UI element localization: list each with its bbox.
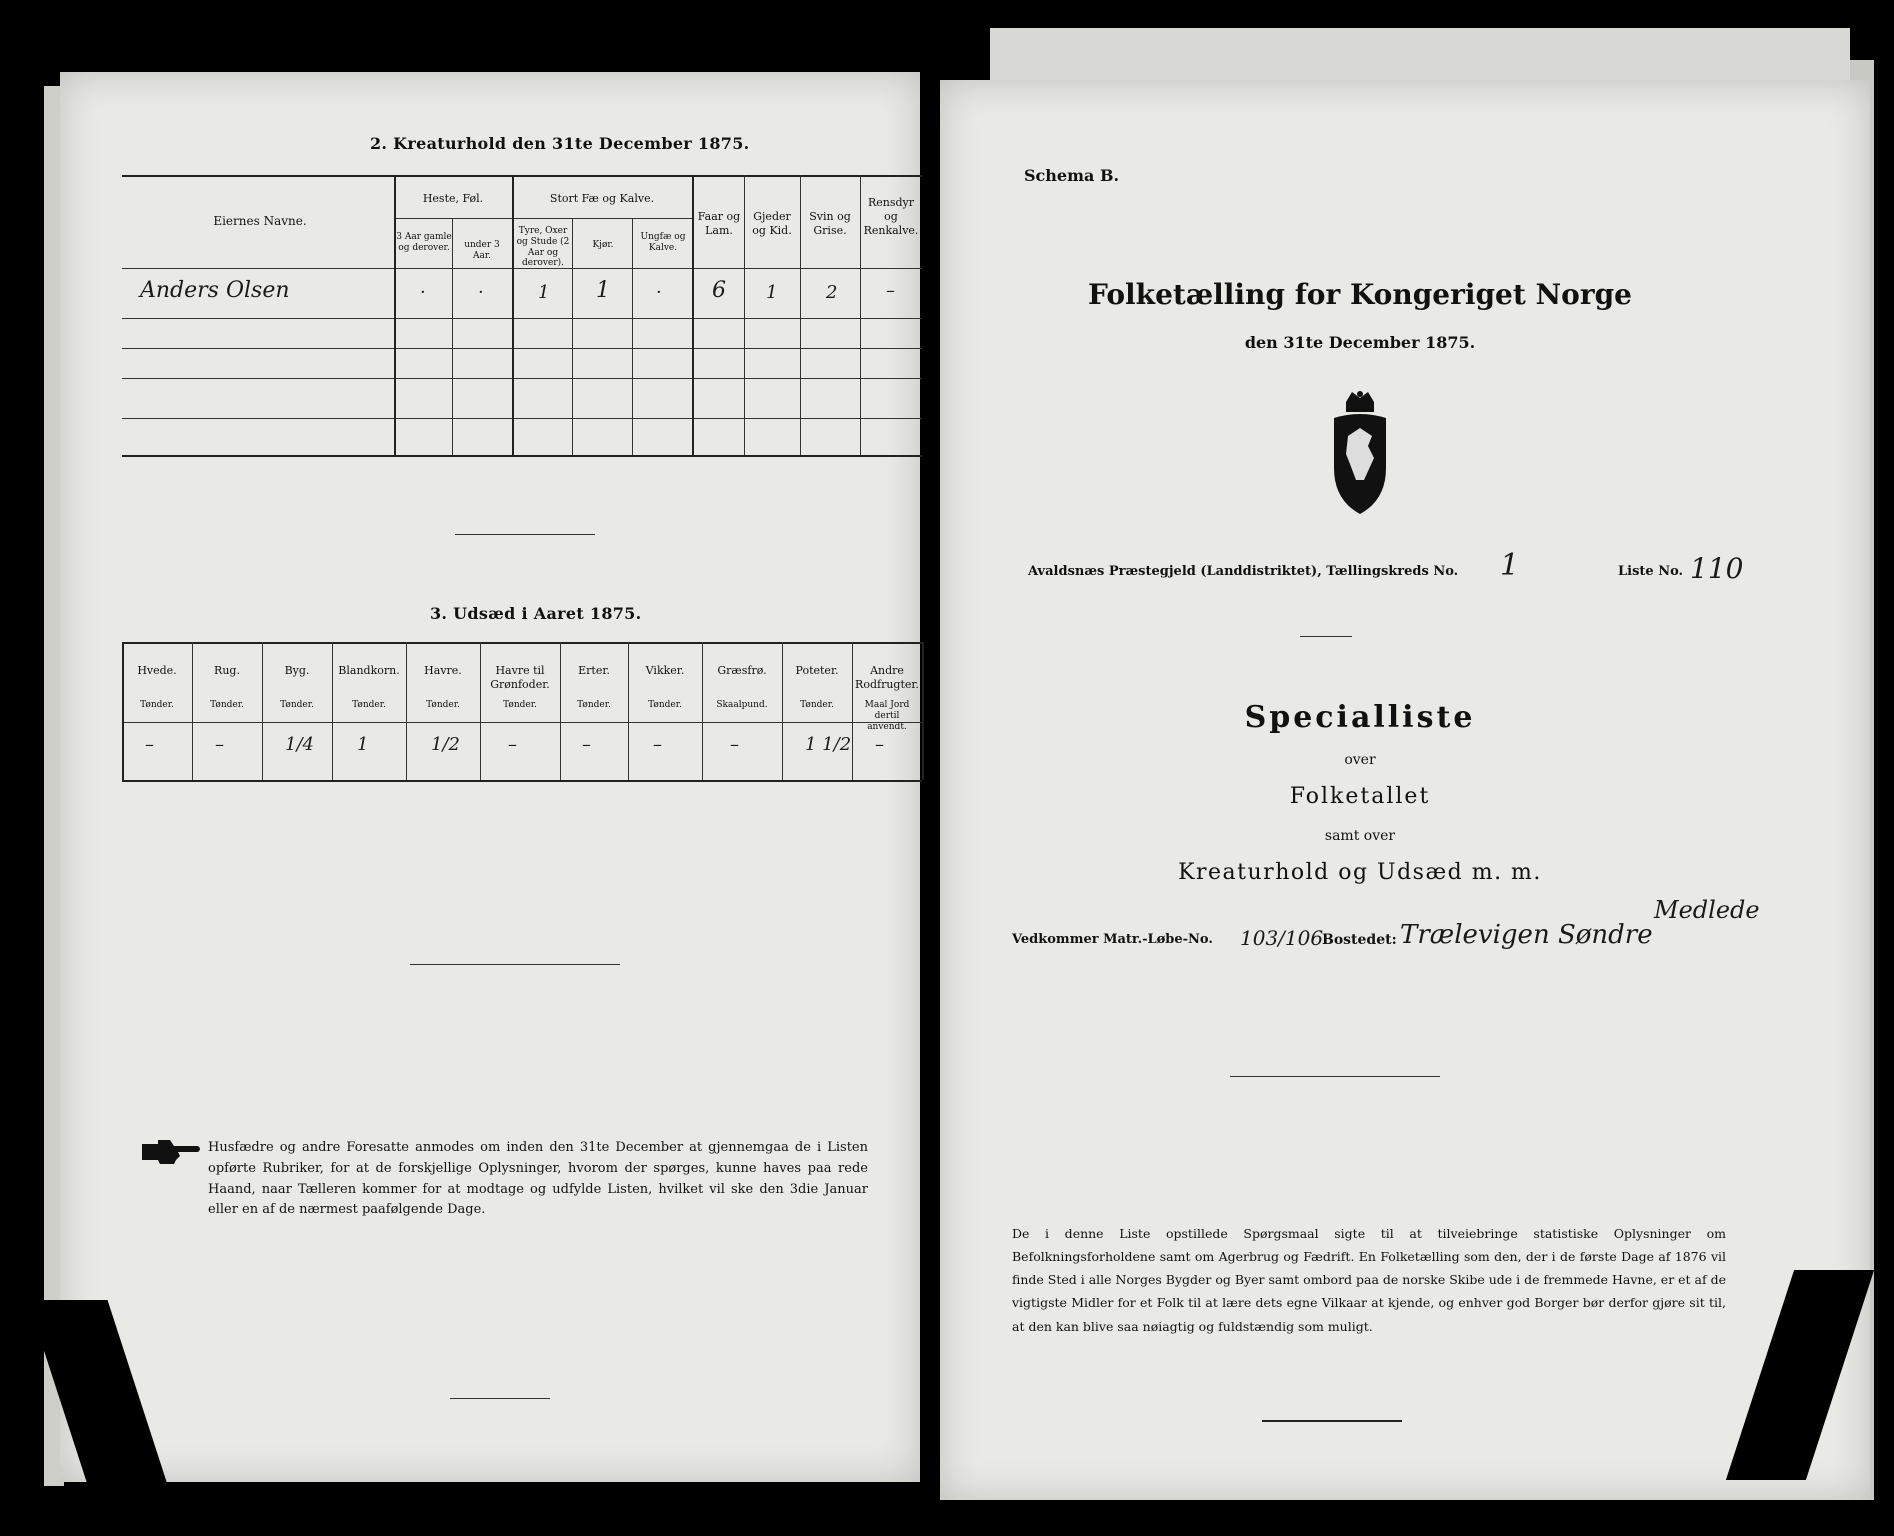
specialliste-heading: Specialliste xyxy=(1244,700,1476,735)
section2-title: 2. Kreaturhold den 31te December 1875. xyxy=(370,134,750,153)
district-label: Avaldsnæs Præstegjeld (Landdistriktet), Tællingskreds No. xyxy=(1028,564,1459,579)
table3-col-unit: Tønder. xyxy=(210,700,244,710)
table3-col-header: Erter. xyxy=(578,664,610,677)
separator-line xyxy=(1230,1076,1440,1077)
table3-col-unit: Tønder. xyxy=(503,700,537,710)
table3-value: 1 1/2 xyxy=(805,734,852,755)
table3-col-divider xyxy=(122,642,124,780)
col-reindeer: Rensdyr og Renkalve. xyxy=(863,196,919,237)
value-cattle-b: 1 xyxy=(596,278,610,303)
table2-col-divider xyxy=(394,175,396,455)
table3-value: – xyxy=(508,734,517,755)
owner-name: Anders Olsen xyxy=(140,278,290,303)
separator-line xyxy=(410,964,620,965)
table3-col-unit: Skaalpund. xyxy=(716,700,768,710)
value-horses-a: · xyxy=(420,282,426,303)
table2-group-rule xyxy=(394,218,694,219)
table3-col-divider xyxy=(628,642,629,780)
footer-text: De i denne Liste opstillede Spørgsmaal sigte til at tilveiebringe statistiske Oplysninger om Befolkningsforholdene samt om Agerbrug og Fædrift. En Folketælling som den, der i de første Dage af 1876 vil finde Sted i alle Norges Bygder og Byer samt ombord paa de norske Skibe ude i de fremmede Havne, er et af de vigtigste Midler for et Folk til at lære dets egne Vilkaar at kjende, og enhver god Borger bør derfor gjøre sit til, at den kan blive saa nøiagtig og fuldstændig som muligt. xyxy=(1012,1226,1726,1334)
value-cattle-c: · xyxy=(656,282,662,303)
table2-col-divider xyxy=(692,175,694,455)
table3-col-divider xyxy=(332,642,333,780)
table2-col-divider xyxy=(632,218,633,455)
table3-col-header: Havre til Grønfoder. xyxy=(490,664,550,691)
value-pigs: 2 xyxy=(826,282,838,303)
section3-title: 3. Udsæd i Aaret 1875. xyxy=(430,604,642,623)
schema-label: Schema B. xyxy=(1024,166,1120,185)
table3-col-divider xyxy=(406,642,407,780)
col-horses-b: under 3 Aar. xyxy=(464,240,500,261)
table3-top-rule xyxy=(122,642,922,644)
over-text: over xyxy=(1344,752,1376,768)
kreaturhold-heading: Kreaturhold og Udsæd m. m. xyxy=(1178,860,1542,885)
right-page-edge-top xyxy=(990,28,1850,84)
value-cattle-a: 1 xyxy=(538,282,550,303)
table3-col-header: Græsfrø. xyxy=(717,664,767,677)
col-horses-group: Heste, Føl. xyxy=(422,192,484,205)
table2-row-rule xyxy=(122,348,922,349)
table2-col-divider xyxy=(744,175,745,455)
value-reindeer: – xyxy=(886,280,895,301)
table3-col-header: Blandkorn. xyxy=(338,664,400,677)
table3-col-divider xyxy=(782,642,783,780)
table3-col-divider xyxy=(262,642,263,780)
separator-line xyxy=(450,1398,550,1399)
table3-bottom-rule xyxy=(122,780,922,782)
table3-value: 1/2 xyxy=(431,734,460,755)
notice-text: Husfædre og andre Foresatte anmodes om inden den 31te December at gjennemgaa de i Listen opførte Rubriker, for at de forskjellige Oplysninger, hvorom der spørges, kunne haves paa rede Haand, naar Tælleren kommer for at modtage og udfylde Listen, hvilket vil ske den 3die Januar eller en af de nærmest paafølgende Dage. xyxy=(208,1140,868,1218)
table2-col-divider xyxy=(800,175,801,455)
bostedet-extra: Medlede xyxy=(1654,896,1760,924)
value-sheep: 6 xyxy=(712,278,726,303)
table3-col-divider xyxy=(702,642,703,780)
table3-value: – xyxy=(653,734,662,755)
separator-line xyxy=(1262,1420,1402,1422)
table3-col-unit: Tønder. xyxy=(140,700,174,710)
col-pigs: Svin og Grise. xyxy=(809,210,851,237)
bostedet-value: Trælevigen Søndre xyxy=(1400,920,1653,950)
table3-col-header: Rug. xyxy=(214,664,240,677)
table3-col-divider xyxy=(192,642,193,780)
table2-col-divider xyxy=(572,218,573,455)
table3-col-divider xyxy=(560,642,561,780)
table2-col-divider xyxy=(512,175,514,455)
table3-value: – xyxy=(145,734,154,755)
col-sheep: Faar og Lam. xyxy=(697,210,741,237)
table3-col-header: Andre Rodfrugter. xyxy=(855,664,919,691)
table3-col-unit: Tønder. xyxy=(426,700,460,710)
matr-number: 103/106 xyxy=(1240,926,1324,950)
matr-label: Vedkommer Matr.-Løbe-No. xyxy=(1012,932,1213,947)
col-cattle-b: Kjør. xyxy=(592,240,614,250)
table3-col-header: Byg. xyxy=(284,664,310,677)
table2-bottom-rule xyxy=(122,455,922,457)
value-horses-b: · xyxy=(478,282,484,303)
coat-of-arms-icon xyxy=(1320,388,1400,518)
table3-value: 1 xyxy=(357,734,369,755)
separator-line xyxy=(1300,636,1352,637)
table2-top-rule xyxy=(122,175,922,177)
pointing-hand-icon xyxy=(140,1138,202,1168)
folketallet-heading: Folketallet xyxy=(1289,784,1431,809)
table2-row-rule xyxy=(122,318,922,319)
form-date: den 31te December 1875. xyxy=(1244,333,1476,352)
separator-line xyxy=(455,534,595,535)
liste-number: 110 xyxy=(1690,552,1744,585)
col-goats: Gjeder og Kid. xyxy=(752,210,792,237)
table2-col-divider xyxy=(452,218,453,455)
col-owner: Eiernes Navne. xyxy=(213,214,307,228)
form-title: Folketælling for Kongeriget Norge xyxy=(1088,278,1632,311)
table3-value: – xyxy=(215,734,224,755)
col-cattle-c: Ungfæ og Kalve. xyxy=(640,232,686,253)
table3-col-header: Poteter. xyxy=(795,664,839,677)
value-goats: 1 xyxy=(766,282,778,303)
col-cattle-group: Stort Fæ og Kalve. xyxy=(549,192,655,205)
table3-header-rule xyxy=(122,722,922,723)
table3-col-unit: Tønder. xyxy=(800,700,834,710)
table2-row-rule xyxy=(122,378,922,379)
table2-col-divider xyxy=(860,175,861,455)
table3-col-unit: Tønder. xyxy=(352,700,386,710)
table3-value: – xyxy=(875,734,884,755)
table3-col-header: Vikker. xyxy=(645,664,685,677)
table3-col-header: Havre. xyxy=(424,664,462,677)
table3-col-unit: Tønder. xyxy=(648,700,682,710)
table3-value: – xyxy=(582,734,591,755)
table3-col-divider xyxy=(852,642,853,780)
col-cattle-a: Tyre, Oxer og Stude (2 Aar og derover). xyxy=(516,226,570,269)
table3-col-header: Hvede. xyxy=(137,664,177,677)
table3-col-unit: Tønder. xyxy=(280,700,314,710)
table3-col-unit: Maal Jord dertil anvendt. xyxy=(864,700,910,732)
table3-col-divider xyxy=(922,642,924,780)
table2-row-rule xyxy=(122,418,922,419)
table3-value: – xyxy=(730,734,739,755)
table3-col-unit: Tønder. xyxy=(577,700,611,710)
samt-over-text: samt over xyxy=(1324,828,1396,844)
district-number: 1 xyxy=(1500,548,1520,583)
liste-label: Liste No. xyxy=(1618,564,1684,579)
table3-value: 1/4 xyxy=(285,734,314,755)
table3-col-divider xyxy=(480,642,481,780)
col-horses-a: 3 Aar gamle og derover. xyxy=(396,232,452,253)
bostedet-label: Bostedet: xyxy=(1322,932,1397,948)
